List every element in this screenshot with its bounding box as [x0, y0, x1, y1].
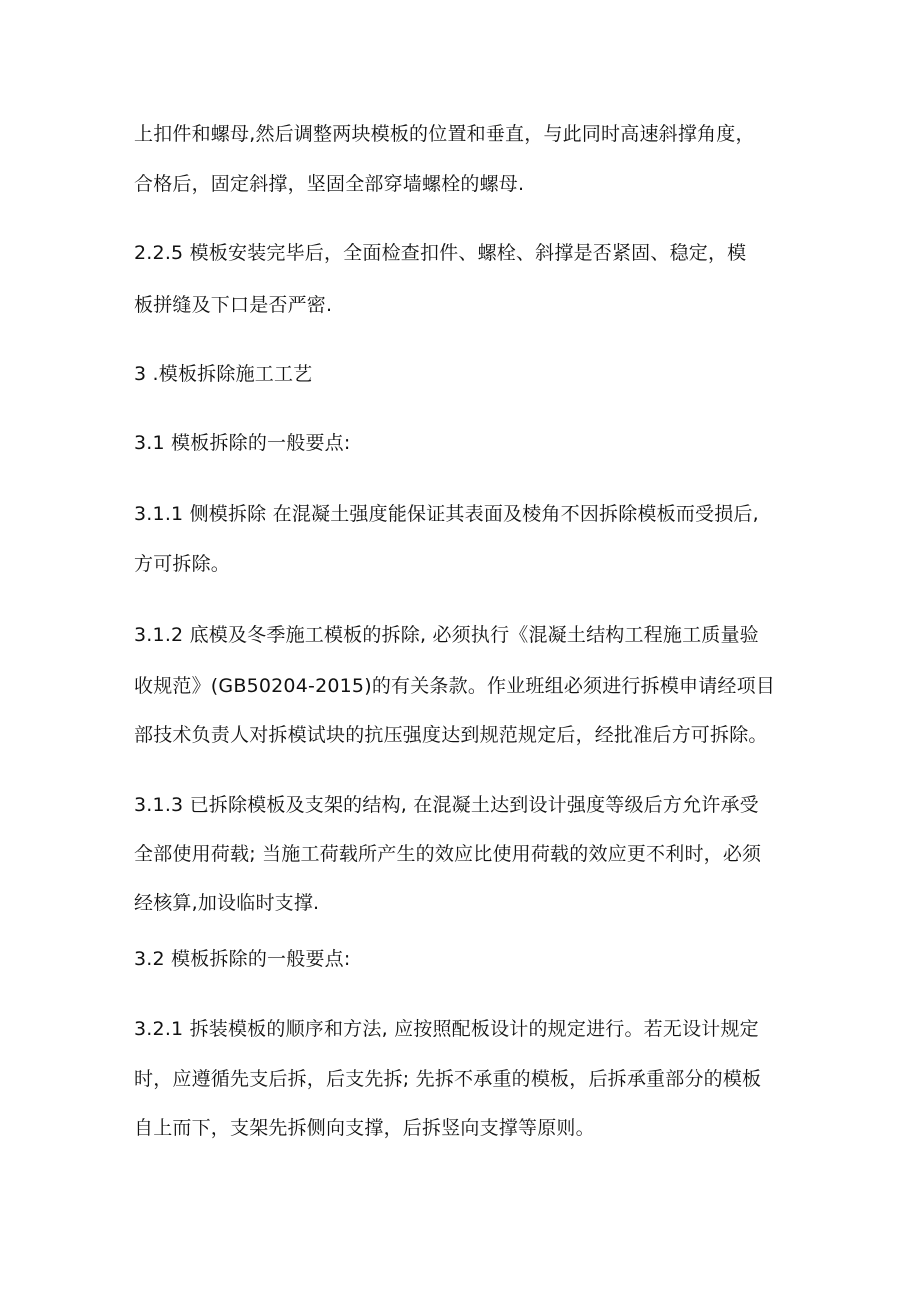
text-line: 合格后，固定斜撑，坚固全部穿墙螺栓的螺母.: [134, 173, 525, 195]
text-line: 上扣件和螺母,然后调整两块模板的位置和垂直，与此同时高速斜撑角度，: [134, 123, 755, 145]
text-line: 经核算,加设临时支撑.: [134, 892, 320, 914]
text-line: 3.1.2 底模及冬季施工模板的拆除, 必须执行《混凝土结构工程施工质量验: [134, 624, 759, 646]
text-line: 全部使用荷载; 当施工荷载所产生的效应比使用荷载的效应更不利时，必须: [134, 843, 762, 865]
text-line: 部技术负责人对拆模试块的抗压强度达到规范规定后，经批准后方可拆除。: [134, 724, 768, 746]
text-line: 时，应遵循先支后拆，后支先拆; 先拆不承重的模板，后拆承重部分的模板: [134, 1068, 762, 1090]
text-line: 自上而下，支架先拆侧向支撑，后拆竖向支撑等原则。: [134, 1117, 595, 1139]
text-line: 3.1.1 侧模拆除 在混凝土强度能保证其表面及棱角不因拆除模板而受损后,: [134, 503, 759, 525]
text-line: 方可拆除。: [134, 553, 231, 575]
section-heading: 3 .模板拆除施工工艺: [134, 363, 313, 385]
subsection-heading: 3.2 模板拆除的一般要点:: [134, 948, 351, 970]
subsection-heading: 3.1 模板拆除的一般要点:: [134, 432, 351, 454]
text-line: 收规范》(GB50204-2015)的有关条款。作业班组必须进行拆模申请经项目: [134, 675, 776, 697]
text-line: 板拼缝及下口是否严密.: [134, 294, 333, 316]
text-line: 3.1.3 已拆除模板及支架的结构, 在混凝土达到设计强度等级后方允许承受: [134, 794, 759, 816]
text-line: 2.2.5 模板安装完毕后，全面检查扣件、螺栓、斜撑是否紧固、稳定，模: [134, 242, 747, 264]
text-line: 3.2.1 拆装模板的顺序和方法, 应按照配板设计的规定进行。若无设计规定: [134, 1018, 759, 1040]
